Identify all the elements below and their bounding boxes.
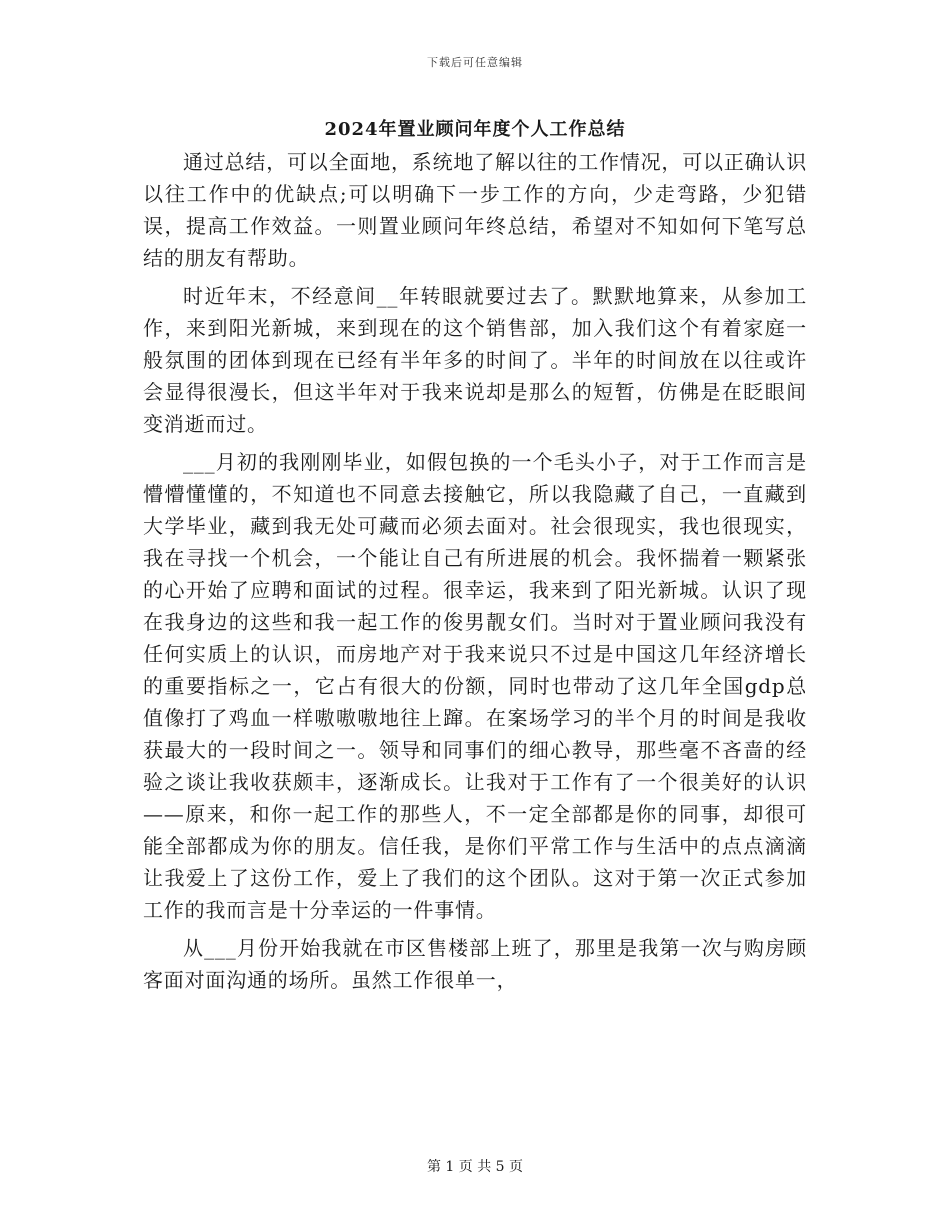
paragraph-year-end: 时近年末，不经意间__年转眼就要过去了。默默地算来，从参加工作，来到阳光新城，来到现在的这个销售部，加入我们这个有着家庭一般氛围的团体到现在已经有半年多的时间了。半年的时间放在以往或许会显得很漫长，但这半年对于我来说却是那么的短暂，仿佛是在眨眼间变消逝而过。 <box>143 284 807 436</box>
page-number: 第 1 页 共 5 页 <box>426 1159 524 1175</box>
paragraph-intro: 通过总结，可以全面地，系统地了解以往的工作情况，可以正确认识以往工作中的优缺点;可以明确下一步工作的方向，少走弯路，少犯错误，提高工作效益。一则置业顾问年终总结，希望对不知如何下笔写总结的朋友有帮助。 <box>143 150 807 270</box>
page-header-note: 下载后可任意编辑 <box>427 56 523 69</box>
document-title: 2024年置业顾问年度个人工作总结 <box>324 119 626 140</box>
paragraph-sales-office: 从___月份开始我就在市区售楼部上班了，那里是我第一次与购房顾客面对面沟通的场所。虽然工作很单一， <box>143 936 807 992</box>
paragraph-graduation: ___月初的我刚刚毕业，如假包换的一个毛头小子，对于工作而言是懵懵懂懂的，不知道也不同意去接触它，所以我隐藏了自己，一直藏到大学毕业，藏到我无处可藏而必须去面对。社会很现实，我也很现实，我在寻找一个机会，一个能让自己有所进展的机会。我怀揣着一颗紧张的心开始了应聘和面试的过程。很幸运，我来到了阳光新城。认识了现在我身边的这些和我一起工作的俊男靓女们。当时对于置业顾问我没有任何实质上的认识，而房地产对于我来说只不过是中国这几年经济增长的重要指标之一，它占有很大的份额，同时也带动了这几年全国gdp总值像打了鸡血一样嗷嗷嗷地往上蹿。在案场学习的半个月的时间是我收获最大的一段时间之一。领导和同事们的细心教导，那些毫不吝啬的经验之谈让我收获颇丰，逐渐成长。让我对于工作有了一个很美好的认识——原来，和你一起工作的那些人，不一定全部都是你的同事，却很可能全部都成为你的朋友。信任我，是你们平常工作与生活中的点点滴滴让我爱上了这份工作，爱上了我们的这个团队。这对于第一次正式参加工作的我而言是十分幸运的一件事情。 <box>143 450 807 922</box>
document-body <box>143 146 807 1002</box>
